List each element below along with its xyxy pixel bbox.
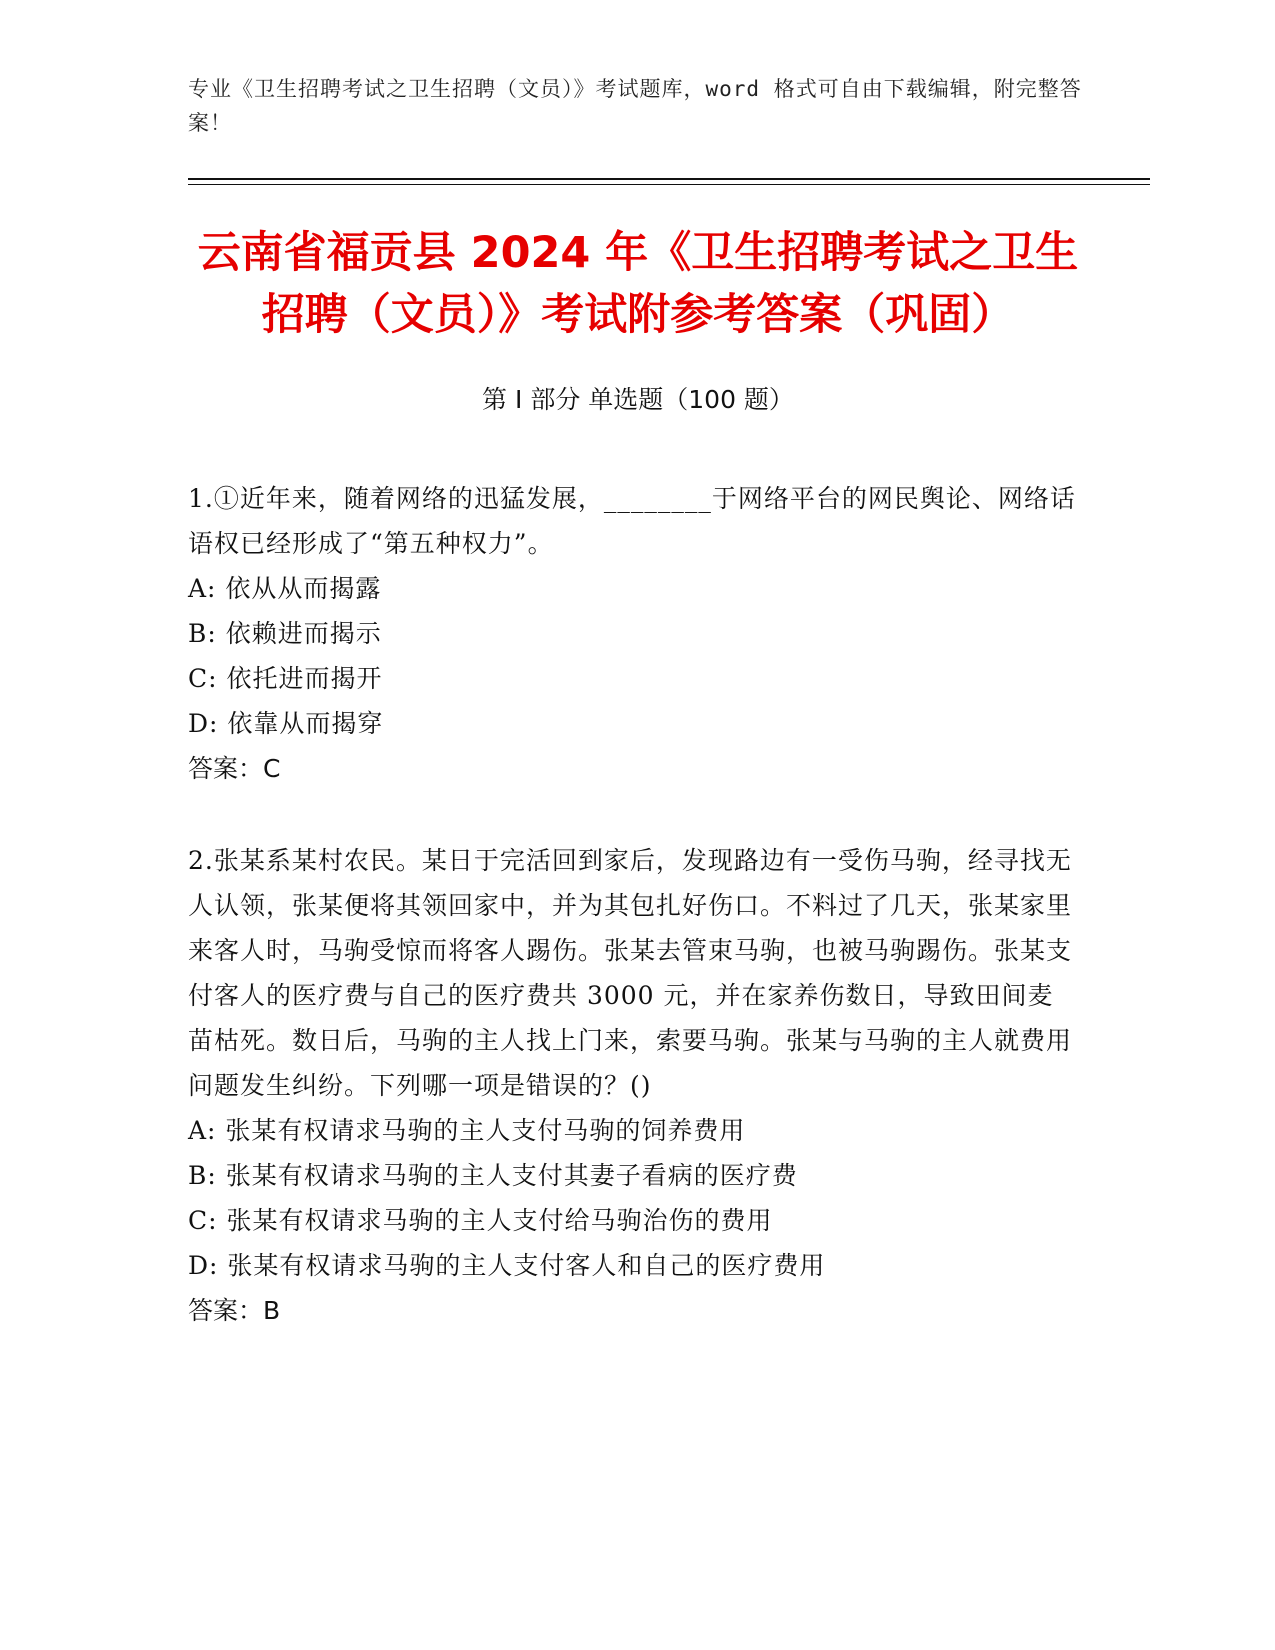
answer: 答案：C [188,754,281,783]
answer: 答案：B [188,1296,281,1325]
question-stem: 2.张某系某村农民。某日于完活回到家后，发现路边有一受伤马驹，经寻找无人认领，张某便将其领回家中，并为其包扎好伤口。不料过了几天，张某家里来客人时，马驹受惊而将客人踢伤。张某去管束马驹，也被马驹踢伤。张某支付客人的医疗费与自己的医疗费共 3000 元，并在家养伤数日，导致田间麦苗枯死。数日后，马驹的主人找上门来，索要马驹。张某与马驹的主人就费用问题发生纠纷。下列哪一项是错误的？() [188,846,1073,1100]
option-c: C: 依托进而揭开 [188,664,383,693]
option-d: D: 依靠从而揭穿 [188,709,384,738]
option-b: B: 张某有权请求马驹的主人支付其妻子看病的医疗费 [188,1161,798,1190]
header-note: 专业《卫生招聘考试之卫生招聘（文员）》考试题库，word 格式可自由下载编辑，附完整答案！ [188,77,1082,135]
header-rule-thin [188,184,1150,185]
header-rule-thick [188,178,1150,180]
question-2 [188,838,1078,1333]
option-b: B: 依赖进而揭示 [188,619,382,648]
option-d: D: 张某有权请求马驹的主人支付客人和自己的医疗费用 [188,1251,826,1280]
section-heading: 第 I 部分 单选题（100 题） [482,385,794,414]
question-1 [188,476,1078,791]
document-title: 云南省福贡县 2024 年《卫生招聘考试之卫生招聘（文员）》考试附参考答案（巩固） [197,228,1079,340]
option-a: A: 张某有权请求马驹的主人支付马驹的饲养费用 [188,1116,746,1145]
option-c: C: 张某有权请求马驹的主人支付给马驹治伤的费用 [188,1206,773,1235]
option-a: A: 依从从而揭露 [188,574,382,603]
question-stem: 1.①近年来，随着网络的迅猛发展，________于网络平台的网民舆论、网络话语权已经形成了“第五种权力”。 [188,484,1076,558]
